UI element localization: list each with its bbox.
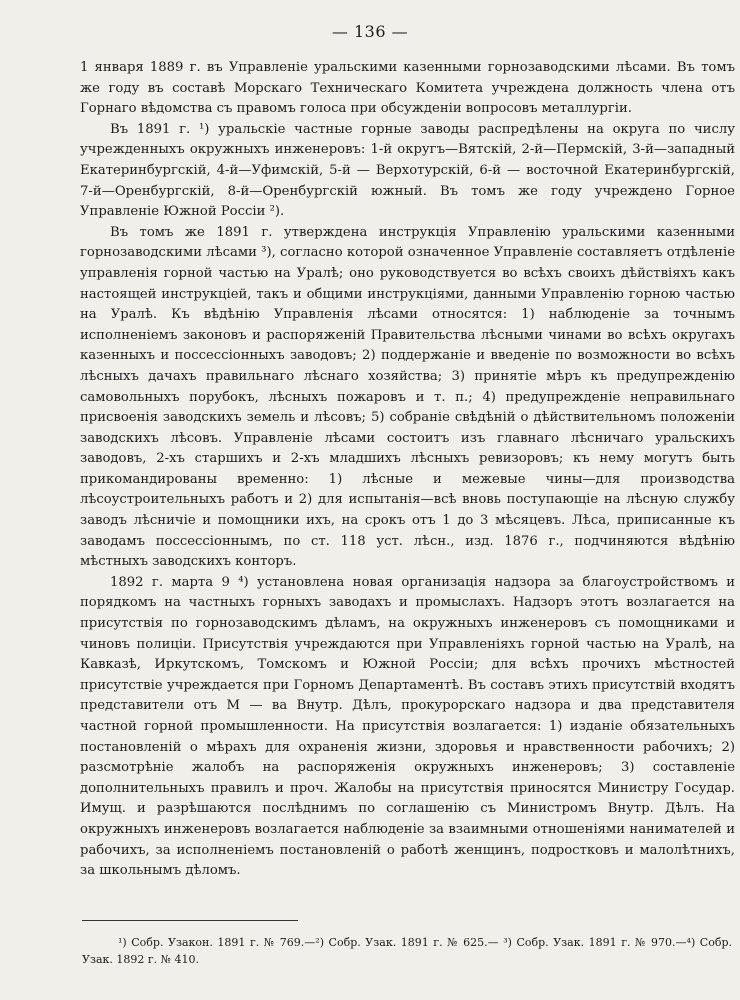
footnote-text: ¹) Собр. Узакон. 1891 г. № 769.—²) Собр. Узак. 1891 г. № 625.— ³) Собр. Узак. 1891 г. № 970.—⁴) Собр. Узак. 1892 г. № 410.	[82, 936, 732, 966]
main-text	[80, 58, 735, 882]
page-number: — 136 —	[331, 22, 409, 41]
paragraph-1891-districts: Въ 1891 г. ¹) уральскіе частные горные заводы распредѣлены на округа по числу учрежденныхъ окружныхъ инженеровъ: 1-й округъ—Вятскій, 2-й—Пермскій, 3-й—западный Екатеринбургскій, 4-й—Уфимскій, 5-й — Верхотурскій, 6-й — восточной Екатеринбургскій, 7-й—Оренбургскій, 8-й—Оренбургскій южный. Въ томъ же году учреждено Горное Управленіе Южной Россіи ²).	[80, 121, 735, 220]
paragraph-1891-forest-instruction: Въ томъ же 1891 г. утверждена инструкція Управленію уральскими казенными горнозаводскими лѣсами ³), согласно которой означенное Управленіе составляетъ отдѣленіе управленія горной частью на Уралѣ; оно руководствуется во всѣхъ своихъ дѣйствіяхъ какъ настоящей инструкціей, такъ и общими инструкціями, данными Управленію горною частью на Уралѣ. Къ вѣдѣнію Управленія лѣсами относятся: 1) наблюденіе за точнымъ исполненіемъ законовъ и распоряженій Правительства лѣсными чинами во всѣхъ округахъ казенныхъ и поссессіонныхъ заводовъ; 2) поддержаніе и введеніе по возможности во всѣхъ лѣсныхъ дачахъ правильнаго лѣснаго хозяйства; 3) принятіе мѣръ къ предупрежденію самовольныхъ порубокъ, лѣсныхъ пожаровъ и т. п.; 4) предупрежденіе неправильнаго присвоенія заводскихъ земель и лѣсовъ; 5) собраніе свѣдѣній о дѣйствительномъ положеніи заводскихъ лѣсовъ. Управленіе лѣсами состоитъ изъ главнаго лѣсничаго уральскихъ заводовъ, 2-хъ старшихъ и 2-хъ младшихъ лѣсныхъ ревизоровъ; къ нему могутъ быть прикомандированы временно: 1) лѣсные и межевые чины—для производства лѣсоустроительныхъ работъ и 2) для испытанія—всѣ вновь поступающіе на лѣсную службу заводъ лѣсничіе и помощники ихъ, на срокъ отъ 1 до 3 мѣсяцевъ. Лѣса, приписанные къ заводамъ поссессіоннымъ, по ст. 118 уст. лѣсн., изд. 1876 г., подчиняются вѣдѣнію мѣстныхъ заводскихъ конторъ.	[80, 224, 735, 570]
footnotes	[82, 934, 732, 968]
footnote-divider	[82, 920, 298, 921]
paragraph-1889: 1 января 1889 г. въ Управленіе уральскими казенными горнозаводскими лѣсами. Въ томъ же году въ составѣ Морскаго Техническаго Комитета учреждена должность члена отъ Горнаго вѣдомства съ правомъ голоса при обсужденіи вопросовъ металлургіи.	[80, 60, 735, 117]
paragraph-1892-supervision: 1892 г. марта 9 ⁴) установлена новая организація надзора за благоустройствомъ и порядкомъ на частныхъ горныхъ заводахъ и промыслахъ. Надзоръ этотъ возлагается на присутствія по горнозаводскимъ дѣламъ, на окружныхъ инженеровъ съ помощниками и чиновъ полиціи. Присутствія учреждаются при Управленіяхъ горной частью на Уралѣ, на Кавказѣ, Иркутскомъ, Томскомъ и Южной Россіи; для всѣхъ прочихъ мѣстностей присутствіе учреждается при Горномъ Департаментѣ. Въ составъ этихъ присутствій входятъ представители отъ М — ва Внутр. Дѣлъ, прокурорскаго надзора и два представителя частной горной промышленности. На присутствія возлагается: 1) изданіе обязательныхъ постановленій о мѣрахъ для охраненія жизни, здоровья и нравственности рабочихъ; 2) разсмотрѣніе жалобъ на распоряженія окружныхъ инженеровъ; 3) составленіе дополнительныхъ правилъ и проч. Жалобы на присутствія приносятся Министру Государ. Имущ. и разрѣшаются послѣднимъ по соглашенію съ Министромъ Внутр. Дѣлъ. На окружныхъ инженеровъ возлагается наблюденіе за взаимными отношеніями нанимателей и рабочихъ, за исполненіемъ постановленій о работѣ женщинъ, подростковъ и малолѣтнихъ, за школьнымъ дѣломъ.	[80, 574, 735, 879]
